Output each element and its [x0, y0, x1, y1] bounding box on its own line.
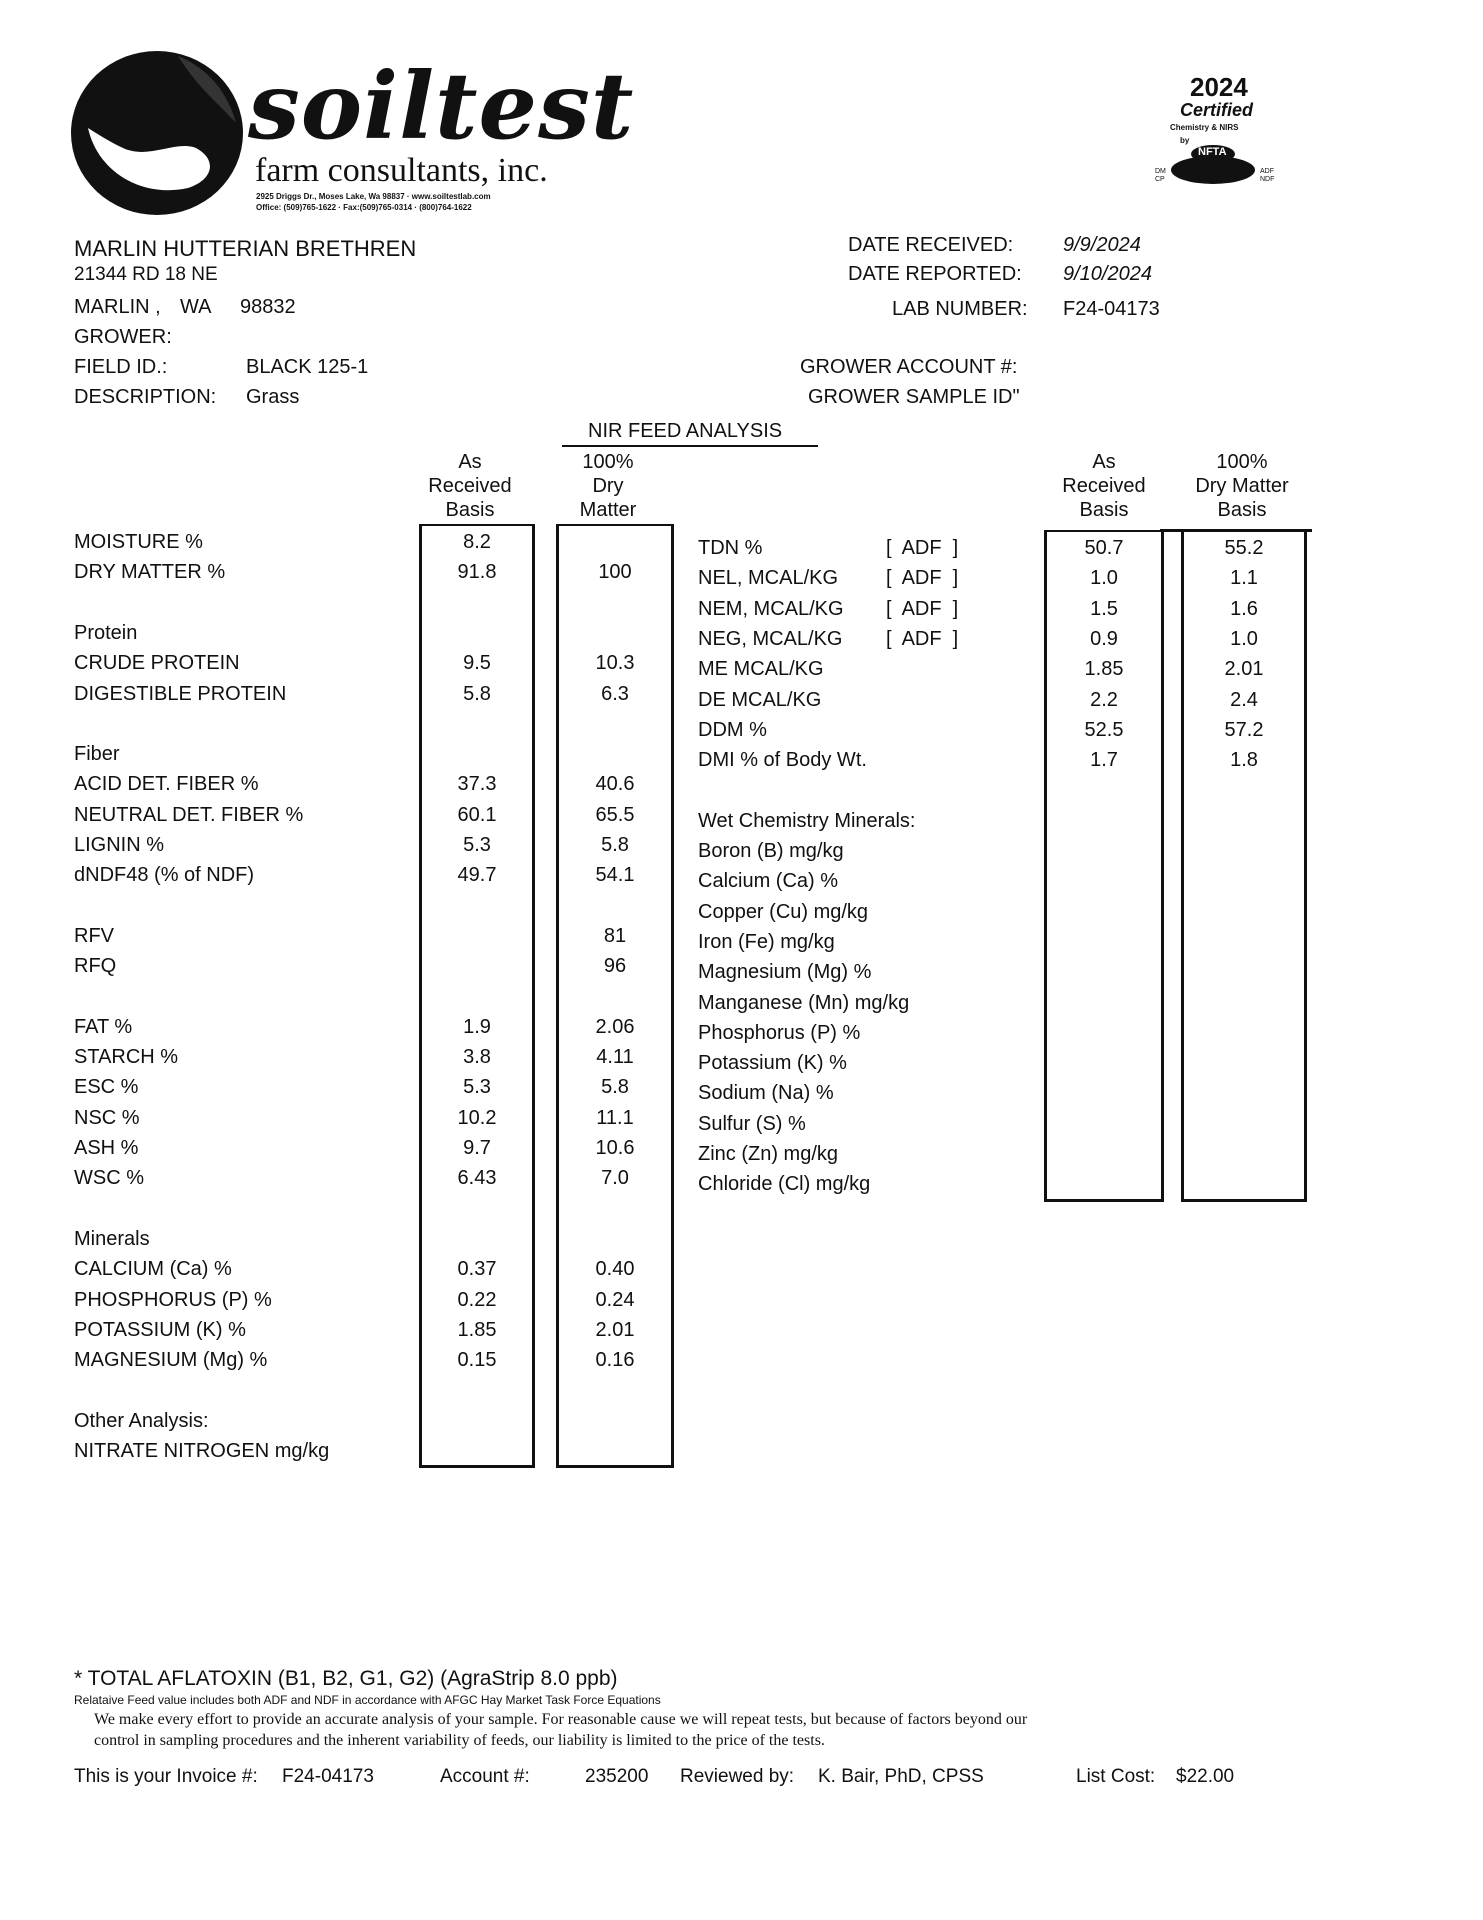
- row-label: TDN %: [698, 537, 763, 559]
- section-title-underline: [562, 445, 818, 447]
- logo-address: 2925 Driggs Dr., Moses Lake, Wa 98837 · www.soiltestlab.com: [256, 192, 491, 201]
- dry-matter-value: 81: [603, 924, 627, 947]
- description-label: DESCRIPTION:: [74, 386, 217, 408]
- cert-word: Certified: [1180, 100, 1254, 120]
- as-received-value: 5.3: [463, 834, 491, 856]
- cert-year: 2024: [1190, 72, 1248, 102]
- left-header-as-received: As Received Basis: [428, 451, 512, 521]
- basis-tag: [ ADF ]: [886, 597, 959, 620]
- logo-wordmark: soiltest: [248, 52, 635, 160]
- row-label: MAGNESIUM (Mg) %: [74, 1349, 268, 1372]
- dry-matter-value: 11.1: [596, 1106, 634, 1129]
- row-label: Calcium (Ca) %: [698, 870, 839, 893]
- date-reported: 9/10/2024: [1063, 263, 1152, 285]
- row-label: CRUDE PROTEIN: [74, 652, 240, 675]
- logo-subtitle: farm consultants, inc.: [255, 152, 548, 189]
- cert-line: Chemistry & NIRS: [1170, 123, 1239, 132]
- as-received-value: 5.8: [463, 682, 491, 705]
- basis-tag: [ ADF ]: [886, 567, 959, 590]
- row-label: Sulfur (S) %: [698, 1112, 806, 1135]
- left-header-dry-matter: 100% Dry Matter: [579, 451, 637, 521]
- as-received-value: 9.7: [463, 1137, 491, 1159]
- as-received-value: 52.5: [1084, 718, 1124, 741]
- row-label: NEUTRAL DET. FIBER %: [74, 803, 304, 826]
- right-header-as-received: As Received Basis: [1062, 451, 1146, 521]
- basis-tag: [ ADF ]: [886, 537, 959, 559]
- row-label: Other Analysis:: [74, 1409, 209, 1432]
- as-received-value: 1.9: [463, 1015, 491, 1038]
- row-label: ESC %: [74, 1076, 139, 1099]
- dry-matter-value: 2.01: [595, 1318, 635, 1341]
- row-label: Manganese (Mn) mg/kg: [698, 991, 910, 1014]
- cert-left-codes: DM CP: [1155, 168, 1166, 183]
- as-received-value: 1.85: [1084, 658, 1124, 681]
- dry-matter-value: 7.0: [601, 1167, 629, 1190]
- dry-matter-value: 0.40: [595, 1258, 635, 1281]
- grower-label: GROWER:: [74, 326, 172, 348]
- as-received-value: 0.22: [457, 1288, 497, 1311]
- dry-matter-value: 1.0: [1230, 627, 1258, 650]
- reviewer: K. Bair, PhD, CPSS: [818, 1766, 984, 1787]
- row-label: STARCH %: [74, 1046, 179, 1069]
- dry-matter-value: 100: [598, 561, 632, 584]
- row-label: Phosphorus (P) %: [698, 1021, 861, 1044]
- as-received-value: 8.2: [463, 531, 491, 553]
- dry-matter-value: 1.6: [1230, 597, 1258, 620]
- row-label: FAT %: [74, 1015, 133, 1038]
- row-label: LIGNIN %: [74, 834, 165, 856]
- grower-sample-label: GROWER SAMPLE ID": [808, 386, 1020, 408]
- row-label: RFQ: [74, 955, 117, 978]
- dry-matter-value: 0.16: [595, 1349, 635, 1372]
- dry-matter-value: 0.24: [595, 1288, 635, 1311]
- reviewed-label: Reviewed by:: [680, 1766, 795, 1787]
- dry-matter-value: 96: [603, 955, 627, 978]
- dry-matter-value: 6.3: [601, 682, 629, 705]
- date-received-label: DATE RECEIVED:: [848, 234, 1014, 256]
- row-label: Magnesium (Mg) %: [698, 961, 872, 984]
- as-received-value: 10.2: [457, 1106, 497, 1129]
- date-reported-label: DATE REPORTED:: [848, 263, 1022, 285]
- row-label: ME MCAL/KG: [698, 658, 824, 681]
- as-received-value: 91.8: [457, 561, 497, 584]
- right-header-dry-matter: 100% Dry Matter Basis: [1195, 451, 1289, 521]
- dry-matter-value: 10.6: [595, 1137, 635, 1159]
- row-label: CALCIUM (Ca) %: [74, 1258, 232, 1281]
- disclaimer-line-2: control in sampling procedures and the inherent variability of feeds, our liability is limited to the price of the tests.: [94, 1732, 825, 1749]
- dry-matter-value: 4.11: [596, 1046, 634, 1069]
- client-address: 21344 RD 18 NE: [74, 264, 218, 285]
- row-label: NEL, MCAL/KG: [698, 567, 839, 590]
- lab-number-label: LAB NUMBER:: [892, 298, 1028, 320]
- account-label: Account #:: [440, 1766, 530, 1787]
- row-label: Copper (Cu) mg/kg: [698, 900, 869, 923]
- row-label: POTASSIUM (K) %: [74, 1318, 246, 1341]
- row-label: WSC %: [74, 1167, 144, 1190]
- dry-matter-value: 55.2: [1224, 537, 1264, 559]
- dry-matter-value: 54.1: [595, 864, 635, 887]
- row-label: Protein: [74, 621, 138, 644]
- row-label: NEG, MCAL/KG: [698, 627, 843, 650]
- row-label: DDM %: [698, 718, 767, 741]
- field-id-label: FIELD ID.:: [74, 356, 168, 378]
- dry-matter-value: 2.01: [1224, 658, 1264, 681]
- dry-matter-value: 65.5: [595, 803, 635, 826]
- as-received-value: 3.8: [463, 1046, 491, 1069]
- grower-account-label: GROWER ACCOUNT #:: [800, 356, 1018, 378]
- dry-matter-value: 40.6: [595, 773, 635, 796]
- cert-right-codes: ADF NDF: [1260, 168, 1275, 183]
- as-received-value: 50.7: [1084, 537, 1124, 559]
- row-label: DRY MATTER %: [74, 561, 226, 584]
- row-label: DIGESTIBLE PROTEIN: [74, 682, 287, 705]
- date-received: 9/9/2024: [1063, 234, 1141, 256]
- cert-by: by: [1180, 136, 1190, 145]
- disclaimer-line-1: We make every effort to provide an accurate analysis of your sample. For reasonable cause we will repeat tests, but because of factors beyond our: [94, 1711, 1028, 1728]
- as-received-value: 2.2: [1090, 688, 1118, 711]
- as-received-value: 1.7: [1090, 749, 1118, 772]
- aflatoxin-note: * TOTAL AFLATOXIN (B1, B2, G1, G2) (AgraStrip 8.0 ppb): [74, 1667, 618, 1690]
- row-label: Sodium (Na) %: [698, 1082, 834, 1105]
- row-label: Boron (B) mg/kg: [698, 840, 844, 862]
- as-received-value: 37.3: [457, 773, 497, 796]
- dry-matter-value: 5.8: [601, 834, 629, 856]
- row-label: Fiber: [74, 743, 120, 766]
- row-label: Zinc (Zn) mg/kg: [698, 1143, 839, 1165]
- dry-matter-value: 2.4: [1230, 688, 1258, 711]
- as-received-value: 0.37: [457, 1258, 497, 1281]
- row-label: ACID DET. FIBER %: [74, 773, 259, 796]
- row-label: MOISTURE %: [74, 531, 203, 553]
- dry-matter-value: 57.2: [1224, 718, 1264, 741]
- dry-matter-value: 5.8: [601, 1076, 629, 1099]
- invoice-number: F24-04173: [282, 1766, 374, 1787]
- row-label: NEM, MCAL/KG: [698, 597, 844, 620]
- row-label: Iron (Fe) mg/kg: [698, 930, 835, 953]
- as-received-value: 5.3: [463, 1076, 491, 1099]
- row-label: Minerals: [74, 1227, 150, 1250]
- client-city: MARLIN ,: [74, 296, 161, 318]
- rfv-note: Relataive Feed value includes both ADF and NDF in accordance with AFGC Hay Market Task Force Equations: [74, 1693, 661, 1707]
- dry-matter-value: 1.8: [1230, 749, 1258, 772]
- as-received-value: 0.9: [1090, 627, 1118, 650]
- cert-org: NFTA: [1198, 146, 1227, 158]
- row-label: RFV: [74, 924, 114, 947]
- row-label: NSC %: [74, 1106, 140, 1129]
- row-label: ASH %: [74, 1137, 139, 1159]
- row-label: Chloride (Cl) mg/kg: [698, 1173, 871, 1196]
- as-received-value: 49.7: [457, 864, 497, 887]
- cost: $22.00: [1176, 1766, 1235, 1787]
- client-state: WA: [180, 296, 212, 318]
- soiltest-logo-icon: [68, 48, 246, 218]
- as-received-value: 9.5: [463, 652, 491, 675]
- row-label: DMI % of Body Wt.: [698, 749, 867, 772]
- row-label: NITRATE NITROGEN mg/kg: [74, 1440, 330, 1462]
- as-received-value: 6.43: [457, 1167, 497, 1190]
- row-label: Wet Chemistry Minerals:: [698, 809, 916, 832]
- as-received-value: 1.85: [457, 1318, 497, 1341]
- client-zip: 98832: [240, 296, 296, 318]
- dry-matter-value: 1.1: [1230, 567, 1258, 590]
- section-title: NIR FEED ANALYSIS: [588, 420, 783, 442]
- dry-matter-value: 10.3: [595, 652, 635, 675]
- client-name: MARLIN HUTTERIAN BRETHREN: [74, 236, 417, 261]
- invoice-label: This is your Invoice #:: [74, 1766, 258, 1787]
- row-label: Potassium (K) %: [698, 1052, 847, 1075]
- as-received-value: 60.1: [457, 803, 497, 826]
- basis-tag: [ ADF ]: [886, 627, 959, 650]
- right-header-rule: [1160, 529, 1312, 532]
- account-number: 235200: [585, 1766, 649, 1787]
- as-received-value: 0.15: [457, 1349, 497, 1372]
- lab-number: F24-04173: [1063, 298, 1160, 320]
- dry-matter-value: 2.06: [595, 1015, 635, 1038]
- logo-phones: Office: (509)765-1622 · Fax:(509)765-0314 · (800)764-1622: [256, 203, 472, 212]
- as-received-value: 1.0: [1090, 567, 1118, 590]
- row-label: dNDF48 (% of NDF): [74, 864, 255, 887]
- row-label: PHOSPHORUS (P) %: [74, 1288, 272, 1311]
- as-received-value: 1.5: [1090, 597, 1118, 620]
- description-value: Grass: [246, 386, 300, 408]
- field-id-value: BLACK 125-1: [246, 356, 369, 378]
- cost-label: List Cost:: [1076, 1766, 1156, 1787]
- row-label: DE MCAL/KG: [698, 688, 822, 711]
